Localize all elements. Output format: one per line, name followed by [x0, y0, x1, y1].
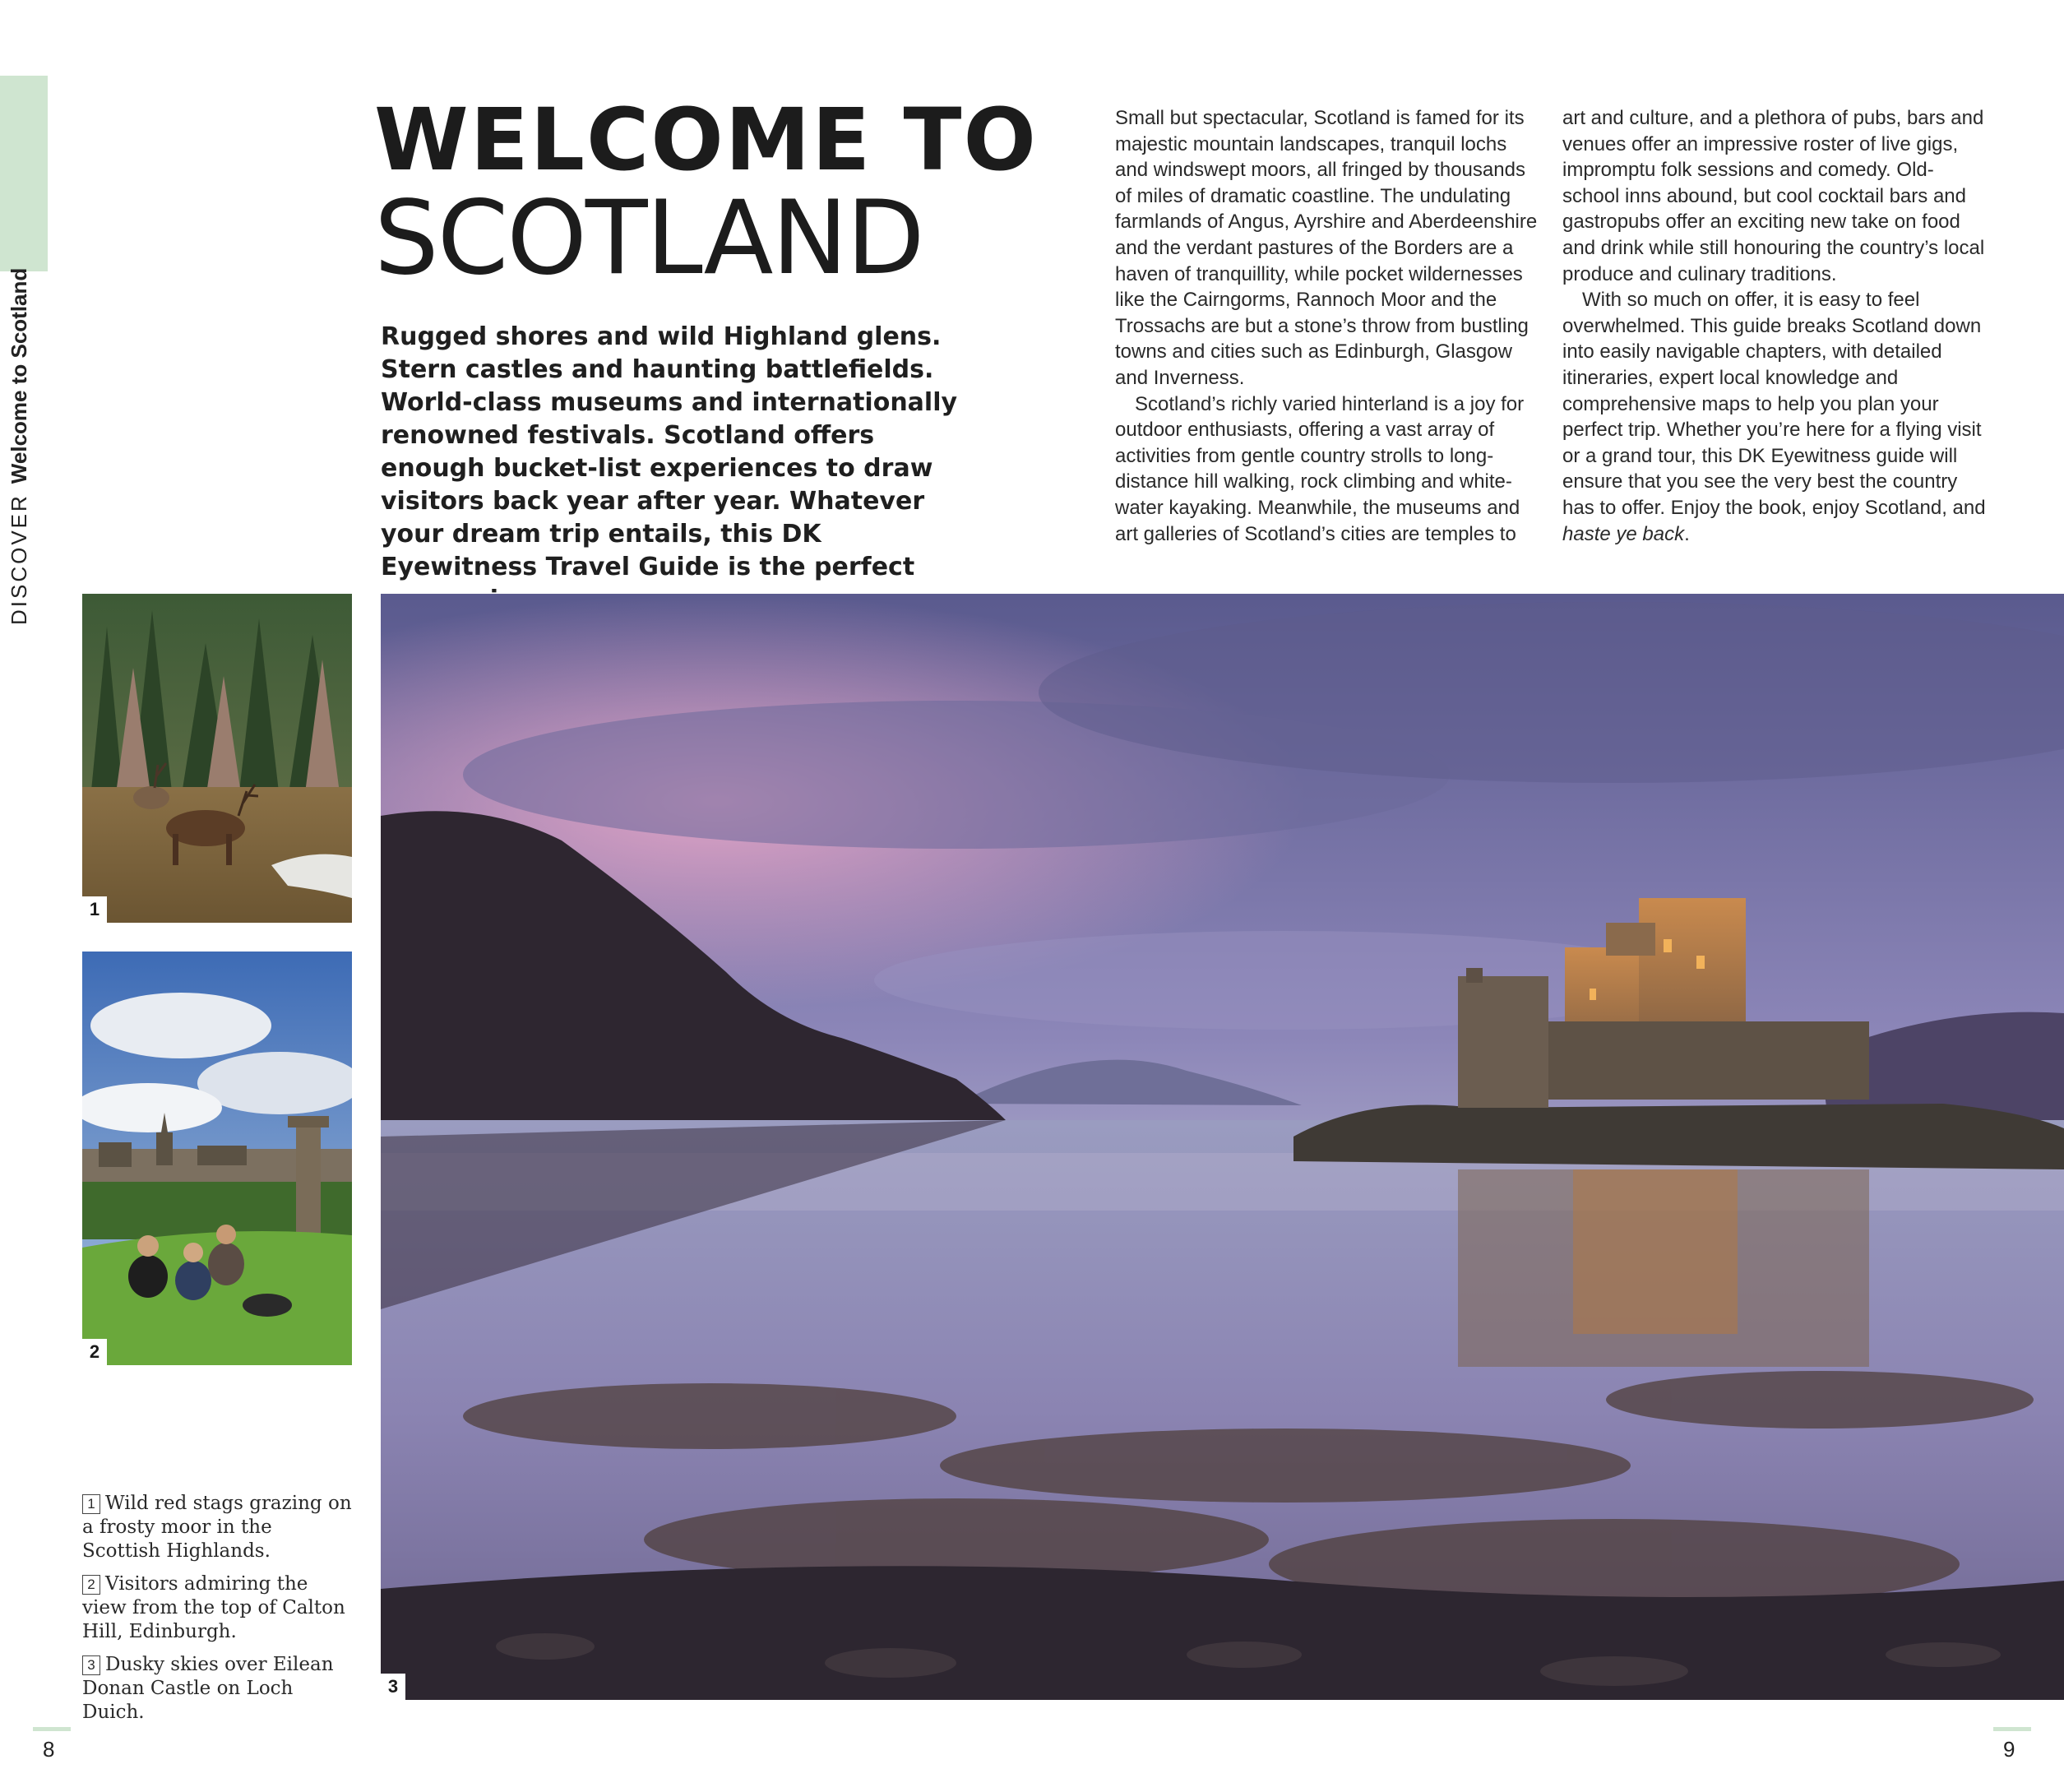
caption-text: Wild red stags grazing on a frosty moor in the Scottish Highlands.: [82, 1493, 352, 1562]
section-title: Welcome to Scotland: [7, 267, 31, 484]
section-category: DISCOVER: [7, 493, 31, 625]
body-text: With so much on offer, it is easy to feel overwhelmed. This guide breaks Scotland down into easily navigable chapters, with detailed itineraries, expert local knowledge and comprehensive maps to help you plan your perfect trip. Whether you’re here for a flying visit or a grand tour, this DK Eyewitness guide will ensure that you see the very best the country has to offer. Enjoy the book, enjoy Scotland, and: [1562, 289, 1986, 519]
photo-stags: [82, 594, 352, 923]
body-text-end: .: [1684, 522, 1690, 545]
body-column-1: [1115, 105, 1543, 547]
photo-eilean-donan-castle: [381, 594, 2064, 1700]
page-title-line1: WELCOME TO: [374, 90, 1038, 190]
caption-text: Dusky skies over Eilean Donan Castle on Loch Duich.: [82, 1654, 334, 1723]
photo-number-badge: 1: [82, 896, 107, 923]
body-paragraph: art and culture, and a plethora of pubs, bars and venues offer an impressive roster of live gigs, impromptu folk sessions and comedy. Old-school inns abound, but cool cocktail bars and gastropubs offer an exciting new take on food and drink while still honouring the country’s local produce and culinary traditions.: [1562, 107, 1985, 285]
caption-text: Visitors admiring the view from the top of Calton Hill, Edinburgh.: [82, 1573, 345, 1642]
page-number-rule: [33, 1727, 71, 1731]
page-title-line2: SCOTLAND: [374, 179, 923, 298]
photo-number-badge: 3: [381, 1674, 405, 1700]
caption-number: 3: [82, 1655, 100, 1675]
page-number-left: 8: [43, 1737, 55, 1762]
caption-number: 2: [82, 1575, 100, 1595]
photo-calton-hill: [82, 952, 352, 1365]
running-header: [7, 267, 44, 625]
body-italic-text: haste ye back: [1562, 522, 1685, 545]
photo-captions: [82, 1492, 354, 1734]
section-color-tab: [0, 76, 48, 271]
caption-1: [82, 1492, 354, 1563]
page-number-right: 9: [2003, 1737, 2015, 1762]
intro-paragraph: Rugged shores and wild Highland glens. Stern castles and haunting battlefields. World-class museums and internationally renowned festivals. Scotland offers enough bucket-list experiences to draw visitors back year after year. Whatever your dream trip entails, this DK Eyewitness Travel Guide is the perfect: [381, 322, 958, 581]
photo-number-badge: 2: [82, 1339, 107, 1365]
body-column-2: [1562, 105, 1990, 547]
caption-3: [82, 1653, 354, 1725]
body-paragraph: [1562, 287, 1990, 547]
page-number-rule: [1993, 1727, 2031, 1731]
body-paragraph: Small but spectacular, Scotland is famed for its majestic mountain landscapes, tranquil lochs and windswept moors, all fringed by thousands of miles of dramatic coastline. The undulating farmlands of Angus, Ayrshire and Aberdeenshire and the verdant pastures of the Borders are a haven of tranquillity, while pocket wildernesses like the Cairngorms, Rannoch Moor and the Trossachs are but a stone’s throw from bustling towns and cities such as Edinburgh, Glasgow and Inverness.: [1115, 107, 1538, 389]
body-paragraph: Scotland’s richly varied hinterland is a joy for outdoor enthusiasts, offering a vast array of activities from gentle country strolls to long-distance hill walking, rock climbing and white-water kayaking. Meanwhile, the museums and art galleries of Scotland’s cities are temples to: [1115, 392, 1525, 545]
caption-number: 1: [82, 1494, 100, 1514]
caption-2: [82, 1572, 354, 1644]
